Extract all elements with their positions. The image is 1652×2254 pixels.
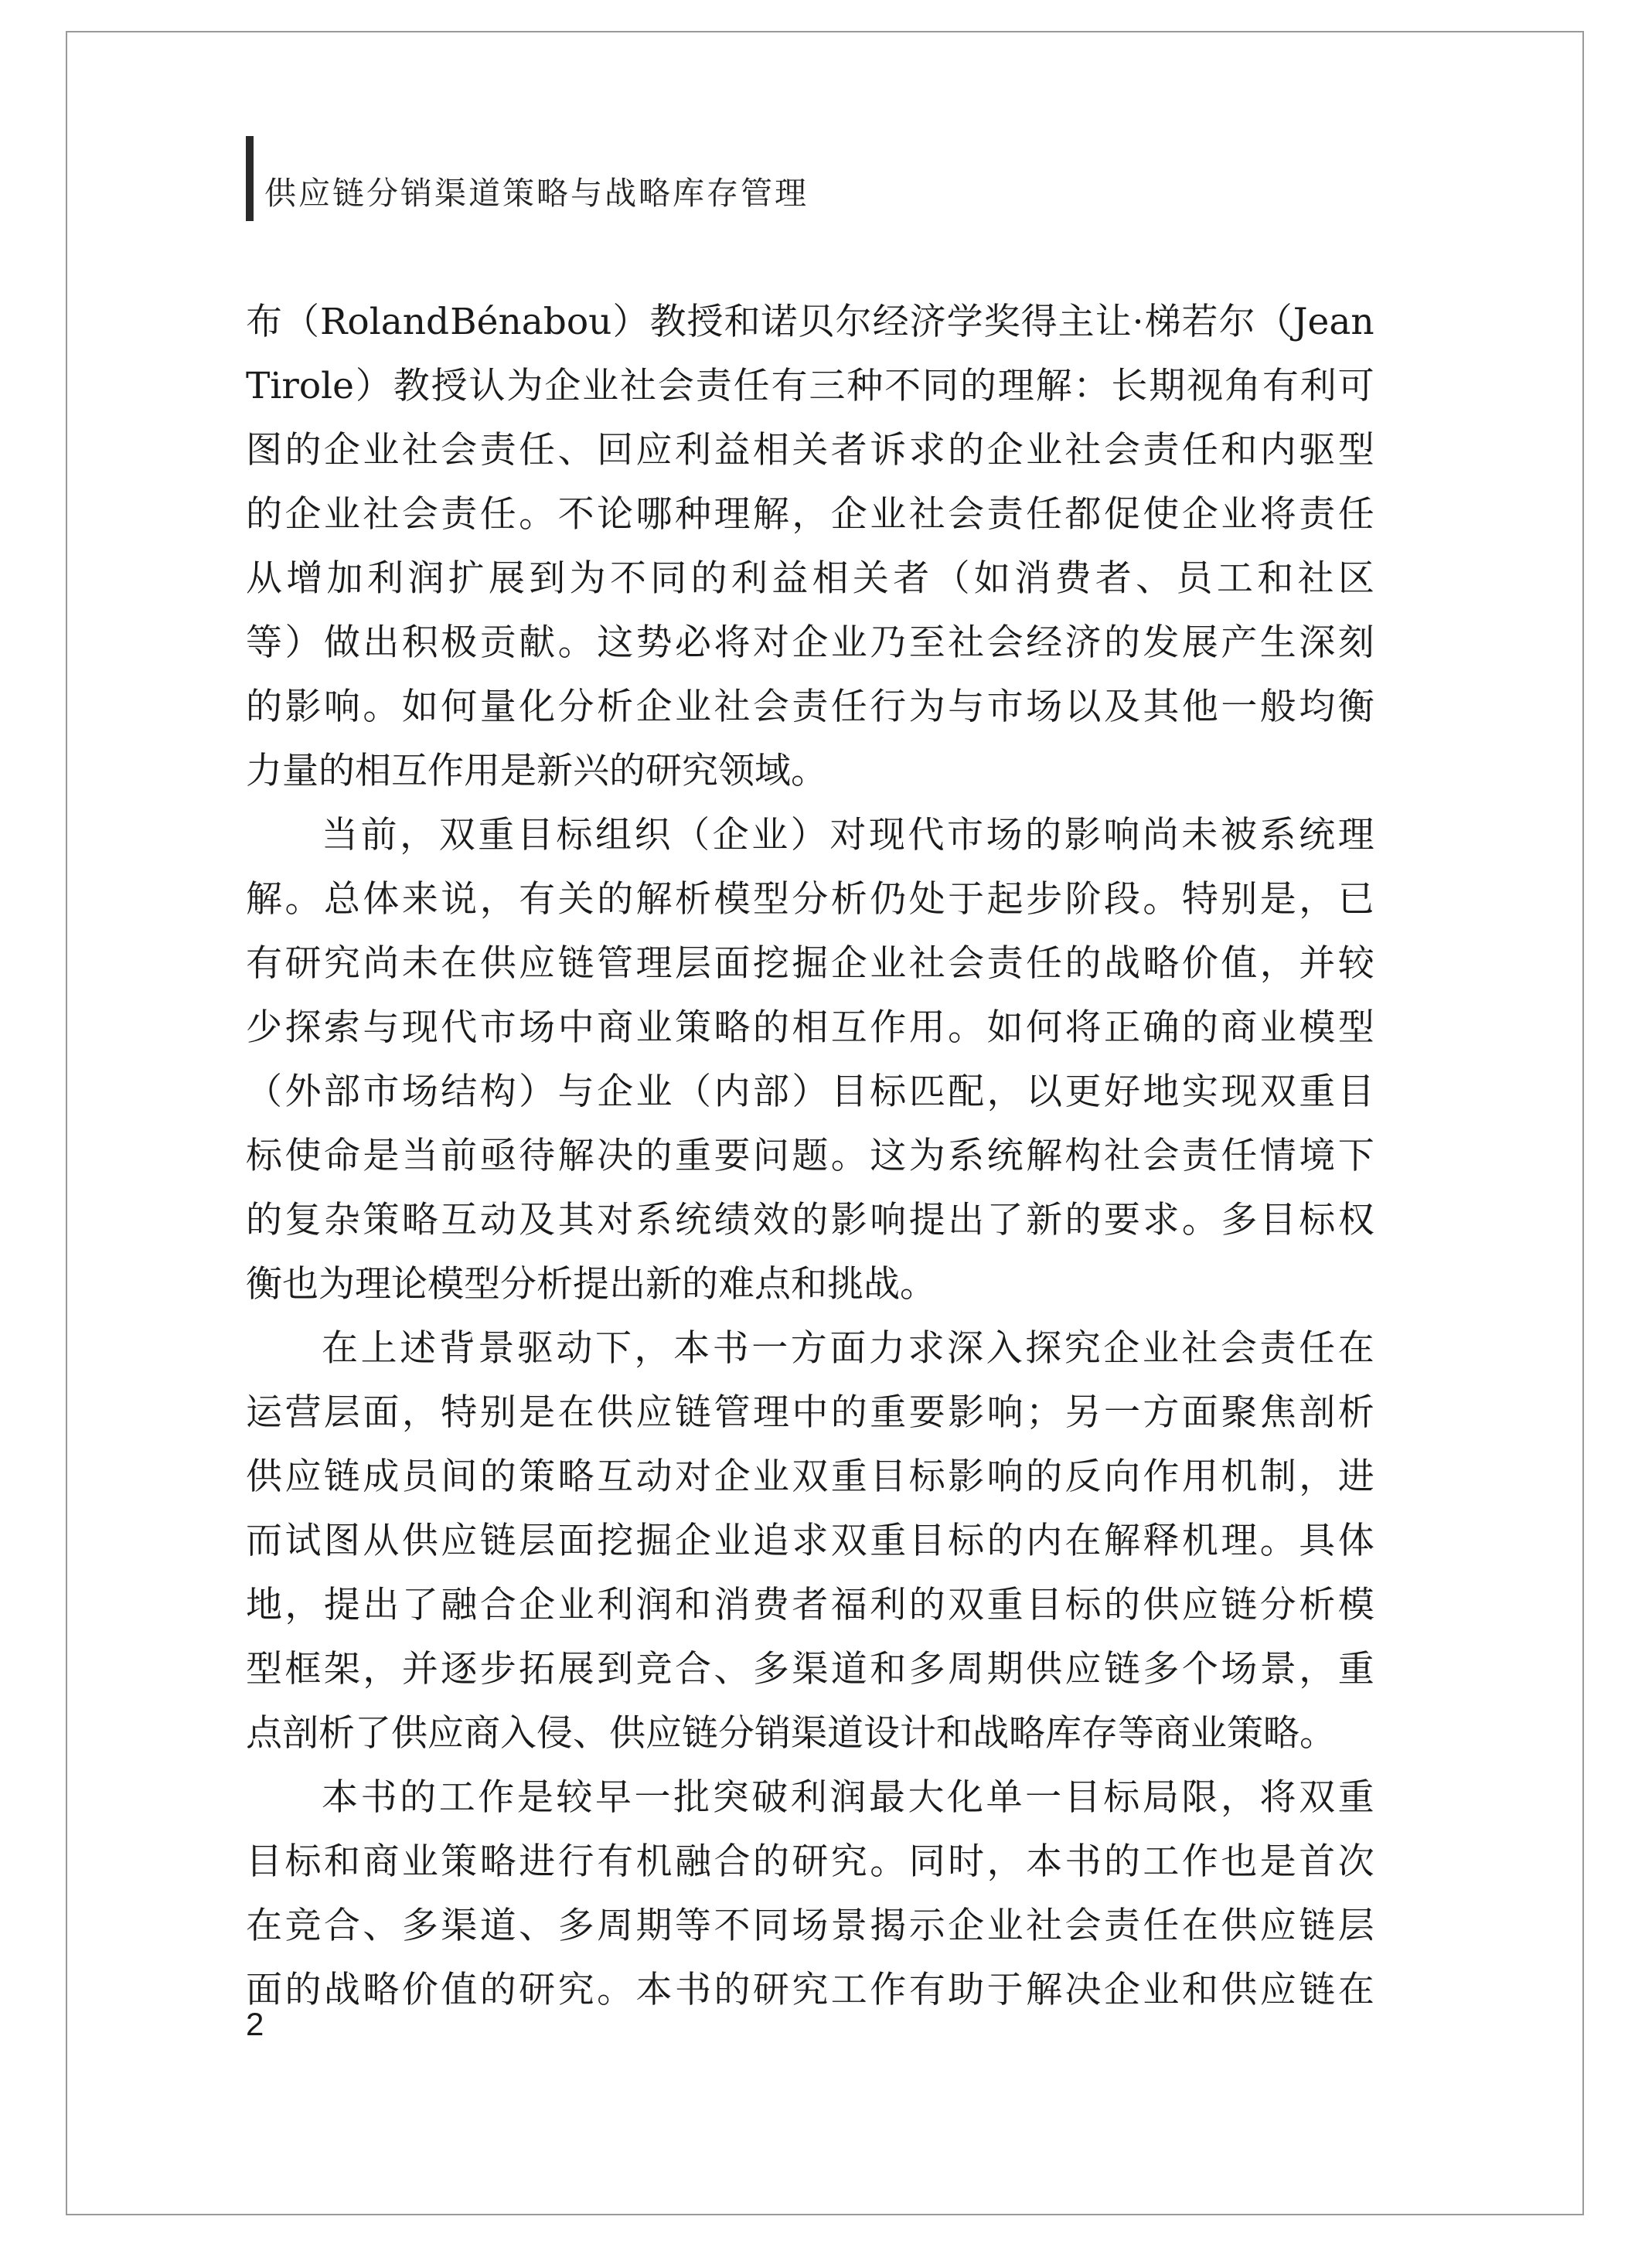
text-line: 标 使 命 是 当 前 亟 待 解 决 的 重 要 问 题 。 这 为 系 统 解 构 社 会 责 任 情 境 下 — [246, 1135, 1374, 1177]
body-text — [246, 290, 1374, 2022]
text-line: 点剖析了供应商入侵、供应链分销渠道设计和战略库存等商业策略。 — [246, 1712, 1336, 1755]
page-number: 2 — [246, 2006, 264, 2042]
text-line: Tirole ） 教 授 认 为 企 业 社 会 责 任 有 三 种 不 同 的 理 解 ： 长 期 视 角 有 利 可 — [246, 365, 1374, 407]
paragraph-1 — [246, 290, 1374, 803]
text-line: 在 上 述 背 景 驱 动 下 ， 本 书 一 方 面 力 求 深 入 探 究 企 业 社 会 责 任 在 — [322, 1327, 1374, 1370]
text-line: （ 外 部 市 场 结 构 ） 与 企 业 （ 内 部 ） 目 标 匹 配 ， 以 更 好 地 实 现 双 重 目 — [246, 1071, 1374, 1113]
text-line: 在 竞 合 、 多 渠 道 、 多 周 期 等 不 同 场 景 揭 示 企 业 社 会 责 任 在 供 应 链 层 — [246, 1905, 1374, 1947]
text-line: 解 。 总 体 来 说 ， 有 关 的 解 析 模 型 分 析 仍 处 于 起 步 阶 段 。 特 别 是 ， 已 — [246, 878, 1374, 921]
paragraph-2 — [246, 803, 1374, 1316]
text-line: 从 增 加 利 润 扩 展 到 为 不 同 的 利 益 相 关 者 （ 如 消 费 者 、 员 工 和 社 区 — [246, 557, 1374, 600]
text-line: 而 试 图 从 供 应 链 层 面 挖 掘 企 业 追 求 双 重 目 标 的 内 在 解 释 机 理 。 具 体 — [246, 1520, 1374, 1562]
text-line: 布 （ Roland Bénabou ） 教 授 和 诺 贝 尔 经 济 学 奖 得 主 让 · 梯 若 尔 （ Jean — [246, 301, 1374, 343]
text-line: 少 探 索 与 现 代 市 场 中 商 业 策 略 的 相 互 作 用 。 如 何 将 正 确 的 商 业 模 型 — [246, 1006, 1374, 1049]
text-line: 等 ） 做 出 积 极 贡 献 。 这 势 必 将 对 企 业 乃 至 社 会 经 济 的 发 展 产 生 深 刻 — [246, 621, 1374, 664]
text-line: 运 营 层 面 ， 特 别 是 在 供 应 链 管 理 中 的 重 要 影 响 ； 另 一 方 面 聚 焦 剖 析 — [246, 1391, 1374, 1434]
text-line: 的 企 业 社 会 责 任 。 不 论 哪 种 理 解 ， 企 业 社 会 责 任 都 促 使 企 业 将 责 任 — [246, 493, 1374, 536]
text-line: 面 的 战 略 价 值 的 研 究 。 本 书 的 研 究 工 作 有 助 于 解 决 企 业 和 供 应 链 在 — [246, 1969, 1374, 2011]
text-line: 地 ， 提 出 了 融 合 企 业 利 润 和 消 费 者 福 利 的 双 重 目 标 的 供 应 链 分 析 模 — [246, 1584, 1374, 1626]
running-head-marker — [246, 136, 254, 221]
text-line: 有 研 究 尚 未 在 供 应 链 管 理 层 面 挖 掘 企 业 社 会 责 任 的 战 略 价 值 ， 并 较 — [246, 942, 1374, 985]
text-line: 目 标 和 商 业 策 略 进 行 有 机 融 合 的 研 究 。 同 时 ， 本 书 的 工 作 也 是 首 次 — [246, 1840, 1374, 1883]
text-line: 供 应 链 成 员 间 的 策 略 互 动 对 企 业 双 重 目 标 影 响 的 反 向 作 用 机 制 ， 进 — [246, 1456, 1374, 1498]
text-line: 的 影 响 。 如 何 量 化 分 析 企 业 社 会 责 任 行 为 与 市 场 以 及 其 他 一 般 均 衡 — [246, 686, 1374, 728]
paragraph-3 — [246, 1316, 1374, 1765]
paragraph-4 — [246, 1765, 1374, 2022]
text-line: 衡也为理论模型分析提出新的难点和挑战。 — [246, 1263, 936, 1306]
text-line: 型 框 架 ， 并 逐 步 拓 展 到 竞 合 、 多 渠 道 和 多 周 期 供 应 链 多 个 场 景 ， 重 — [246, 1648, 1374, 1691]
text-line: 当 前 ， 双 重 目 标 组 织 （ 企 业 ） 对 现 代 市 场 的 影 响 尚 未 被 系 统 理 — [322, 814, 1374, 856]
text-line: 本 书 的 工 作 是 较 早 一 批 突 破 利 润 最 大 化 单 一 目 标 局 限 ， 将 双 重 — [322, 1776, 1374, 1819]
text-line: 力量的相互作用是新兴的研究领域。 — [246, 750, 827, 792]
text-line: 的 复 杂 策 略 互 动 及 其 对 系 统 绩 效 的 影 响 提 出 了 新 的 要 求 。 多 目 标 权 — [246, 1199, 1374, 1241]
text-line: 图 的 企 业 社 会 责 任 、 回 应 利 益 相 关 者 诉 求 的 企 业 社 会 责 任 和 内 驱 型 — [246, 429, 1374, 472]
running-head-title: 供应链分销渠道策略与战略库存管理 — [264, 175, 809, 212]
